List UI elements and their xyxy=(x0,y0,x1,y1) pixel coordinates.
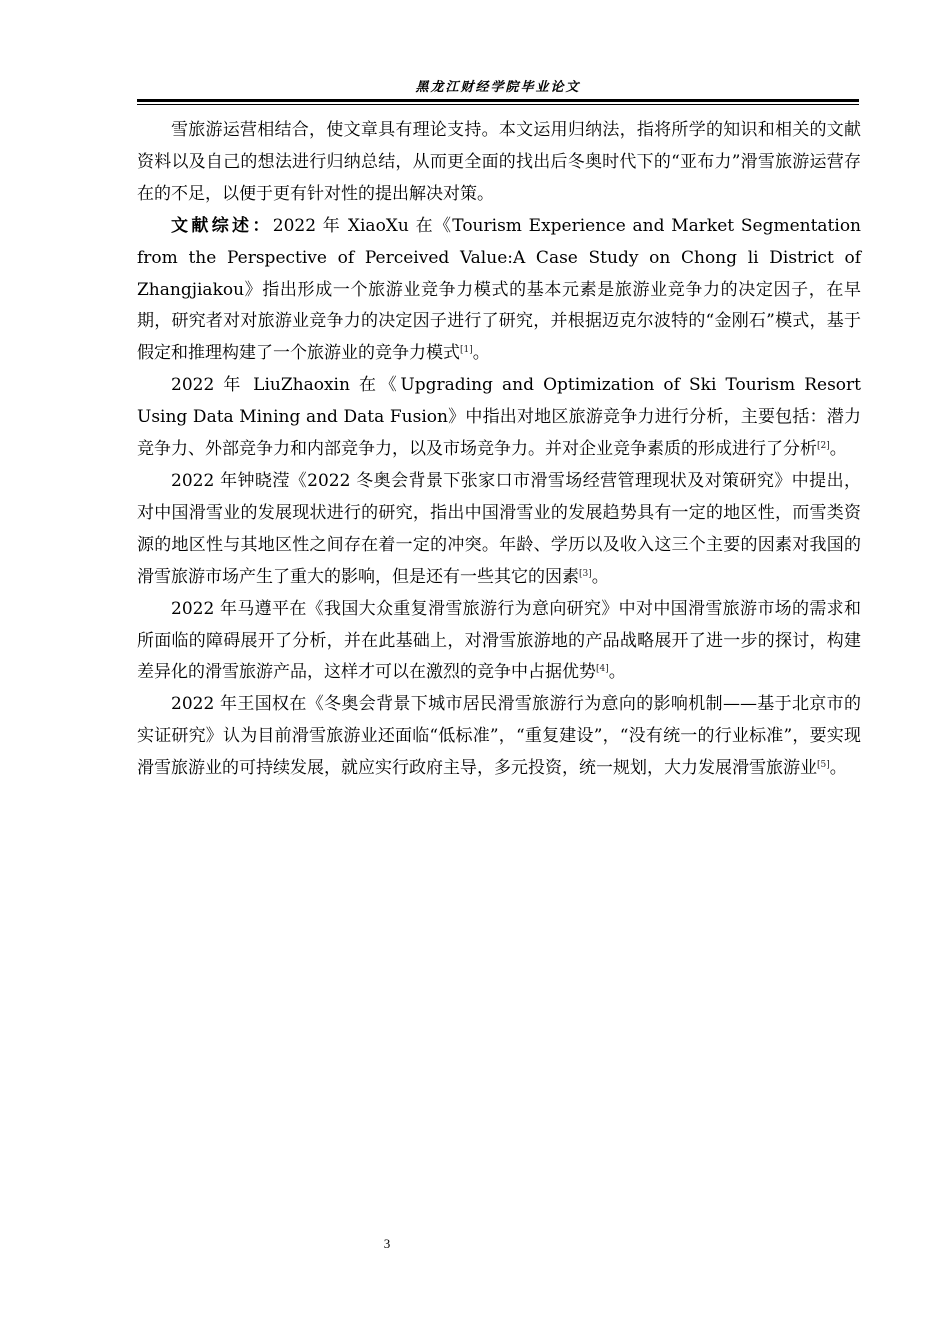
section-lead-label: 文献综述： xyxy=(171,215,273,236)
paragraph-text: 2022 年 XiaoXu 在《Tourism Experience and Market Segmentation from the Perspective of Perceived Value:A Case Study on Chong li District of Zhangjiakou》指出形成一个旅游业竞争力模式的基本元素是旅游业竞争力的决定因子，在早期，研究者对对旅游业竞争力的决定因子进行了研究，并根据迈克尔波特的“金刚石”模式，基于假定和推理构建了一个旅游业的竞争力模式 xyxy=(137,215,861,364)
citation-ref: [5] xyxy=(817,760,830,771)
paragraph-end: 。 xyxy=(472,343,490,364)
body-text xyxy=(137,115,861,785)
citation-ref: [1] xyxy=(460,345,473,356)
running-header: 黑龙江财经学院毕业论文 xyxy=(415,80,581,95)
citation-ref: [4] xyxy=(596,664,609,675)
paragraph-zhong-xiaoying xyxy=(137,466,861,594)
header-rule-thin xyxy=(137,104,859,105)
paragraph-text: 雪旅游运营相结合，使文章具有理论支持。本文运用归纳法，指将所学的知识和相关的文献资料以及自己的想法进行归纳总结，从而更全面的找出后冬奥时代下的“亚布力”滑雪旅游运营存在的不足，以便于更有针对性的提出解决对策。 xyxy=(137,120,861,204)
paragraph-ma-zunping xyxy=(137,594,861,690)
paragraph-text: 2022 年王国权在《冬奥会背景下城市居民滑雪旅游行为意向的影响机制——基于北京市的实证研究》认为目前滑雪旅游业还面临“低标准”，“重复建设”，“没有统一的行业标准”，要实现滑雪旅游业的可持续发展，就应实行政府主导，多元投资，统一规划，大力发展滑雪旅游业 xyxy=(137,694,861,779)
paragraph-literature-review xyxy=(137,211,861,371)
paragraph-text: 2022 年 LiuZhaoxin 在《Upgrading and Optimization of Ski Tourism Resort Using Data Mining and Data Fusion》中指出对地区旅游竞争力进行分析，主要包括：潜力竞争力、外部竞争力和内部竞争力，以及市场竞争力。并对企业竞争素质的形成进行了分析 xyxy=(137,375,861,460)
paragraph-intro-continued xyxy=(137,115,861,211)
page-number: 3 xyxy=(383,1236,391,1251)
paragraph-end: 。 xyxy=(829,758,847,779)
paragraph-text: 2022 年马遵平在《我国大众重复滑雪旅游行为意向研究》中对中国滑雪旅游市场的需求和所面临的障碍展开了分析，并在此基础上，对滑雪旅游地的产品战略展开了进一步的探讨，构建差异化的滑雪旅游产品，这样才可以在激烈的竞争中占据优势 xyxy=(137,598,861,683)
paragraph-end: 。 xyxy=(829,439,847,460)
header-rule-thick xyxy=(137,99,859,102)
paragraph-liu-zhaoxin xyxy=(137,370,861,466)
citation-ref: [2] xyxy=(817,441,830,452)
paragraph-end: 。 xyxy=(608,662,626,683)
paragraph-end: 。 xyxy=(591,566,609,587)
paragraph-wang-guoquan xyxy=(137,689,861,785)
citation-ref: [3] xyxy=(579,568,592,579)
paragraph-text: 2022 年钟晓滢《2022 冬奥会背景下张家口市滑雪场经营管理现状及对策研究》中提出，对中国滑雪业的发展现状进行的研究，指出中国滑雪业的发展趋势具有一定的地区性，而雪类资源的地区性与其地区性之间存在着一定的冲突。年龄、学历以及收入这三个主要的因素对我国的滑雪旅游市场产生了重大的影响，但是还有一些其它的因素 xyxy=(137,470,861,587)
